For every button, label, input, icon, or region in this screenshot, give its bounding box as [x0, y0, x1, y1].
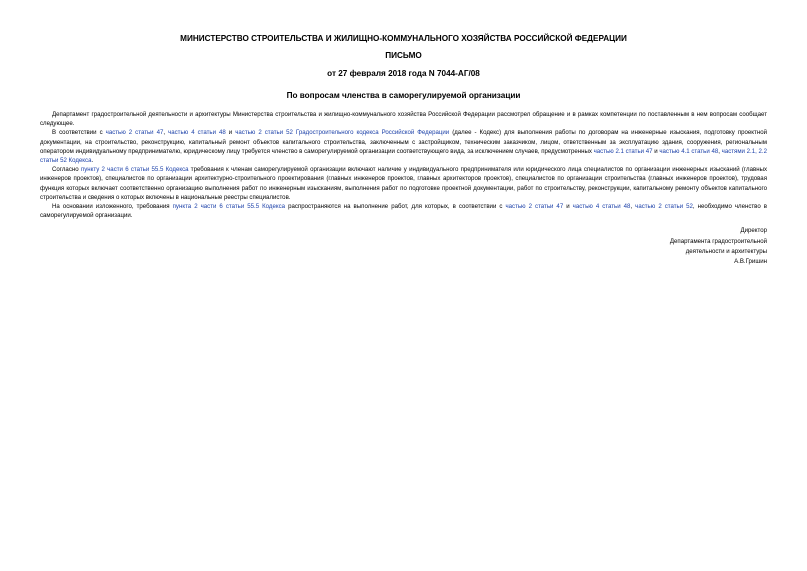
text-fragment: распространяются на выполнение работ, для которых, в соответствии с: [285, 203, 506, 211]
document-date-number: от 27 февраля 2018 года N 7044-АГ/08: [327, 69, 480, 78]
ministry-heading: МИНИСТЕРСТВО СТРОИТЕЛЬСТВА И ЖИЛИЩНО-КОММУНАЛЬНОГО ХОЗЯЙСТВА РОССИЙСКОЙ ФЕДЕРАЦИИ: [180, 34, 627, 43]
paragraph-1-text: Департамент градостроительной деятельности и архитектуры Министерства строительства и жилищно-коммунального хозяйства Российской Федерации рассмотрел обращение и в рамках компетенции по поставленным в нем вопросам сообщает следующее.: [40, 111, 767, 128]
text-fragment: и: [652, 147, 660, 155]
text-fragment: Согласно: [52, 166, 81, 174]
document-body: [40, 110, 767, 220]
link-part-2-article-47[interactable]: частью 2 статьи 47: [105, 129, 164, 137]
text-fragment: На основании изложенного, требования: [52, 203, 173, 211]
link-part-2-article-52[interactable]: частью 2 статьи 52: [635, 203, 693, 211]
signature-name: А.В.Гришин: [734, 258, 767, 266]
link-part-2-article-47[interactable]: частью 2 статьи 47: [505, 203, 564, 211]
text-fragment: ,: [163, 129, 169, 137]
text-fragment: , необходимо членство в саморегулируемой организации.: [40, 203, 767, 220]
document-type-heading: ПИСЬМО: [385, 51, 422, 60]
signature-block: [40, 226, 767, 267]
document-subject: По вопросам членства в саморегулируемой организации: [286, 91, 521, 100]
text-fragment: и: [563, 203, 573, 211]
signature-position: Директор: [740, 227, 767, 235]
link-parts-2-1-2-2-article-52[interactable]: частями 2.1, 2.2 статьи 52 Кодекса: [40, 147, 767, 165]
text-fragment: (далее - Кодекс) для выполнения работы по договорам на инженерные изыскания, подготовку проектной документации, на строительство, реконструкцию, капитальный ремонт объектов капитального строительства, заключенным с застройщиком, техническим заказчиком, лицом, ответственным за эксплуатацию здания, сооружения, региональным оператором индивидуальному предпринимателю, юридическому лицу требуется членство в саморегулируемой организации соответствующего вида, за исключением случаев, предусмотренных: [40, 129, 767, 155]
text-fragment: ,: [630, 203, 636, 211]
signature-department-cont: деятельности и архитектуры: [685, 247, 767, 255]
text-fragment: В соответствии с: [52, 129, 106, 137]
document-page: [40, 34, 767, 267]
text-fragment: и: [225, 129, 236, 137]
link-part-4-1-article-48[interactable]: частью 4.1 статьи 48: [659, 147, 719, 155]
text-fragment: требования к членам саморегулируемой организации включают наличие у индивидуального предпринимателя или юридического лица специалистов по организации инженерных изысканий (главных инженеров проектов), специалистов по организации архитектурно-строительного проектирования (главных инженеров проектов, главных архитекторов проектов), специалистов по организации строительства (главных инженеров проектов), трудовая функция которых включает соответственно организацию выполнения работ по инженерным изысканиям, выполнения работ по подготовке проектной документации, работ по строительству, реконструкции, капитальному ремонту объектов капитального строительства и сведения о которых включены в национальные реестры специалистов.: [40, 166, 767, 201]
signature-department: Департамента градостроительной: [669, 237, 767, 245]
text-fragment: ,: [718, 147, 722, 155]
link-part-2-article-52-code[interactable]: частью 2 статьи 52 Градостроительного кодекса Российской Федерации: [235, 129, 450, 137]
paragraph-3: [40, 165, 767, 202]
paragraph-2: [40, 128, 767, 165]
link-part-4-article-48[interactable]: частью 4 статьи 48: [572, 203, 631, 211]
link-item-2-part-6-article-55-5[interactable]: пункта 2 части 6 статьи 55.5 Кодекса: [172, 203, 286, 211]
paragraph-1: [40, 110, 767, 128]
link-item-2-part-6-article-55-5[interactable]: пункту 2 части 6 статьи 55.5 Кодекса: [80, 166, 189, 174]
text-fragment: .: [91, 157, 94, 165]
link-part-2-1-article-47[interactable]: частью 2.1 статьи 47: [593, 147, 653, 155]
link-part-4-article-48[interactable]: частью 4 статьи 48: [168, 129, 226, 137]
paragraph-4: [40, 202, 767, 220]
